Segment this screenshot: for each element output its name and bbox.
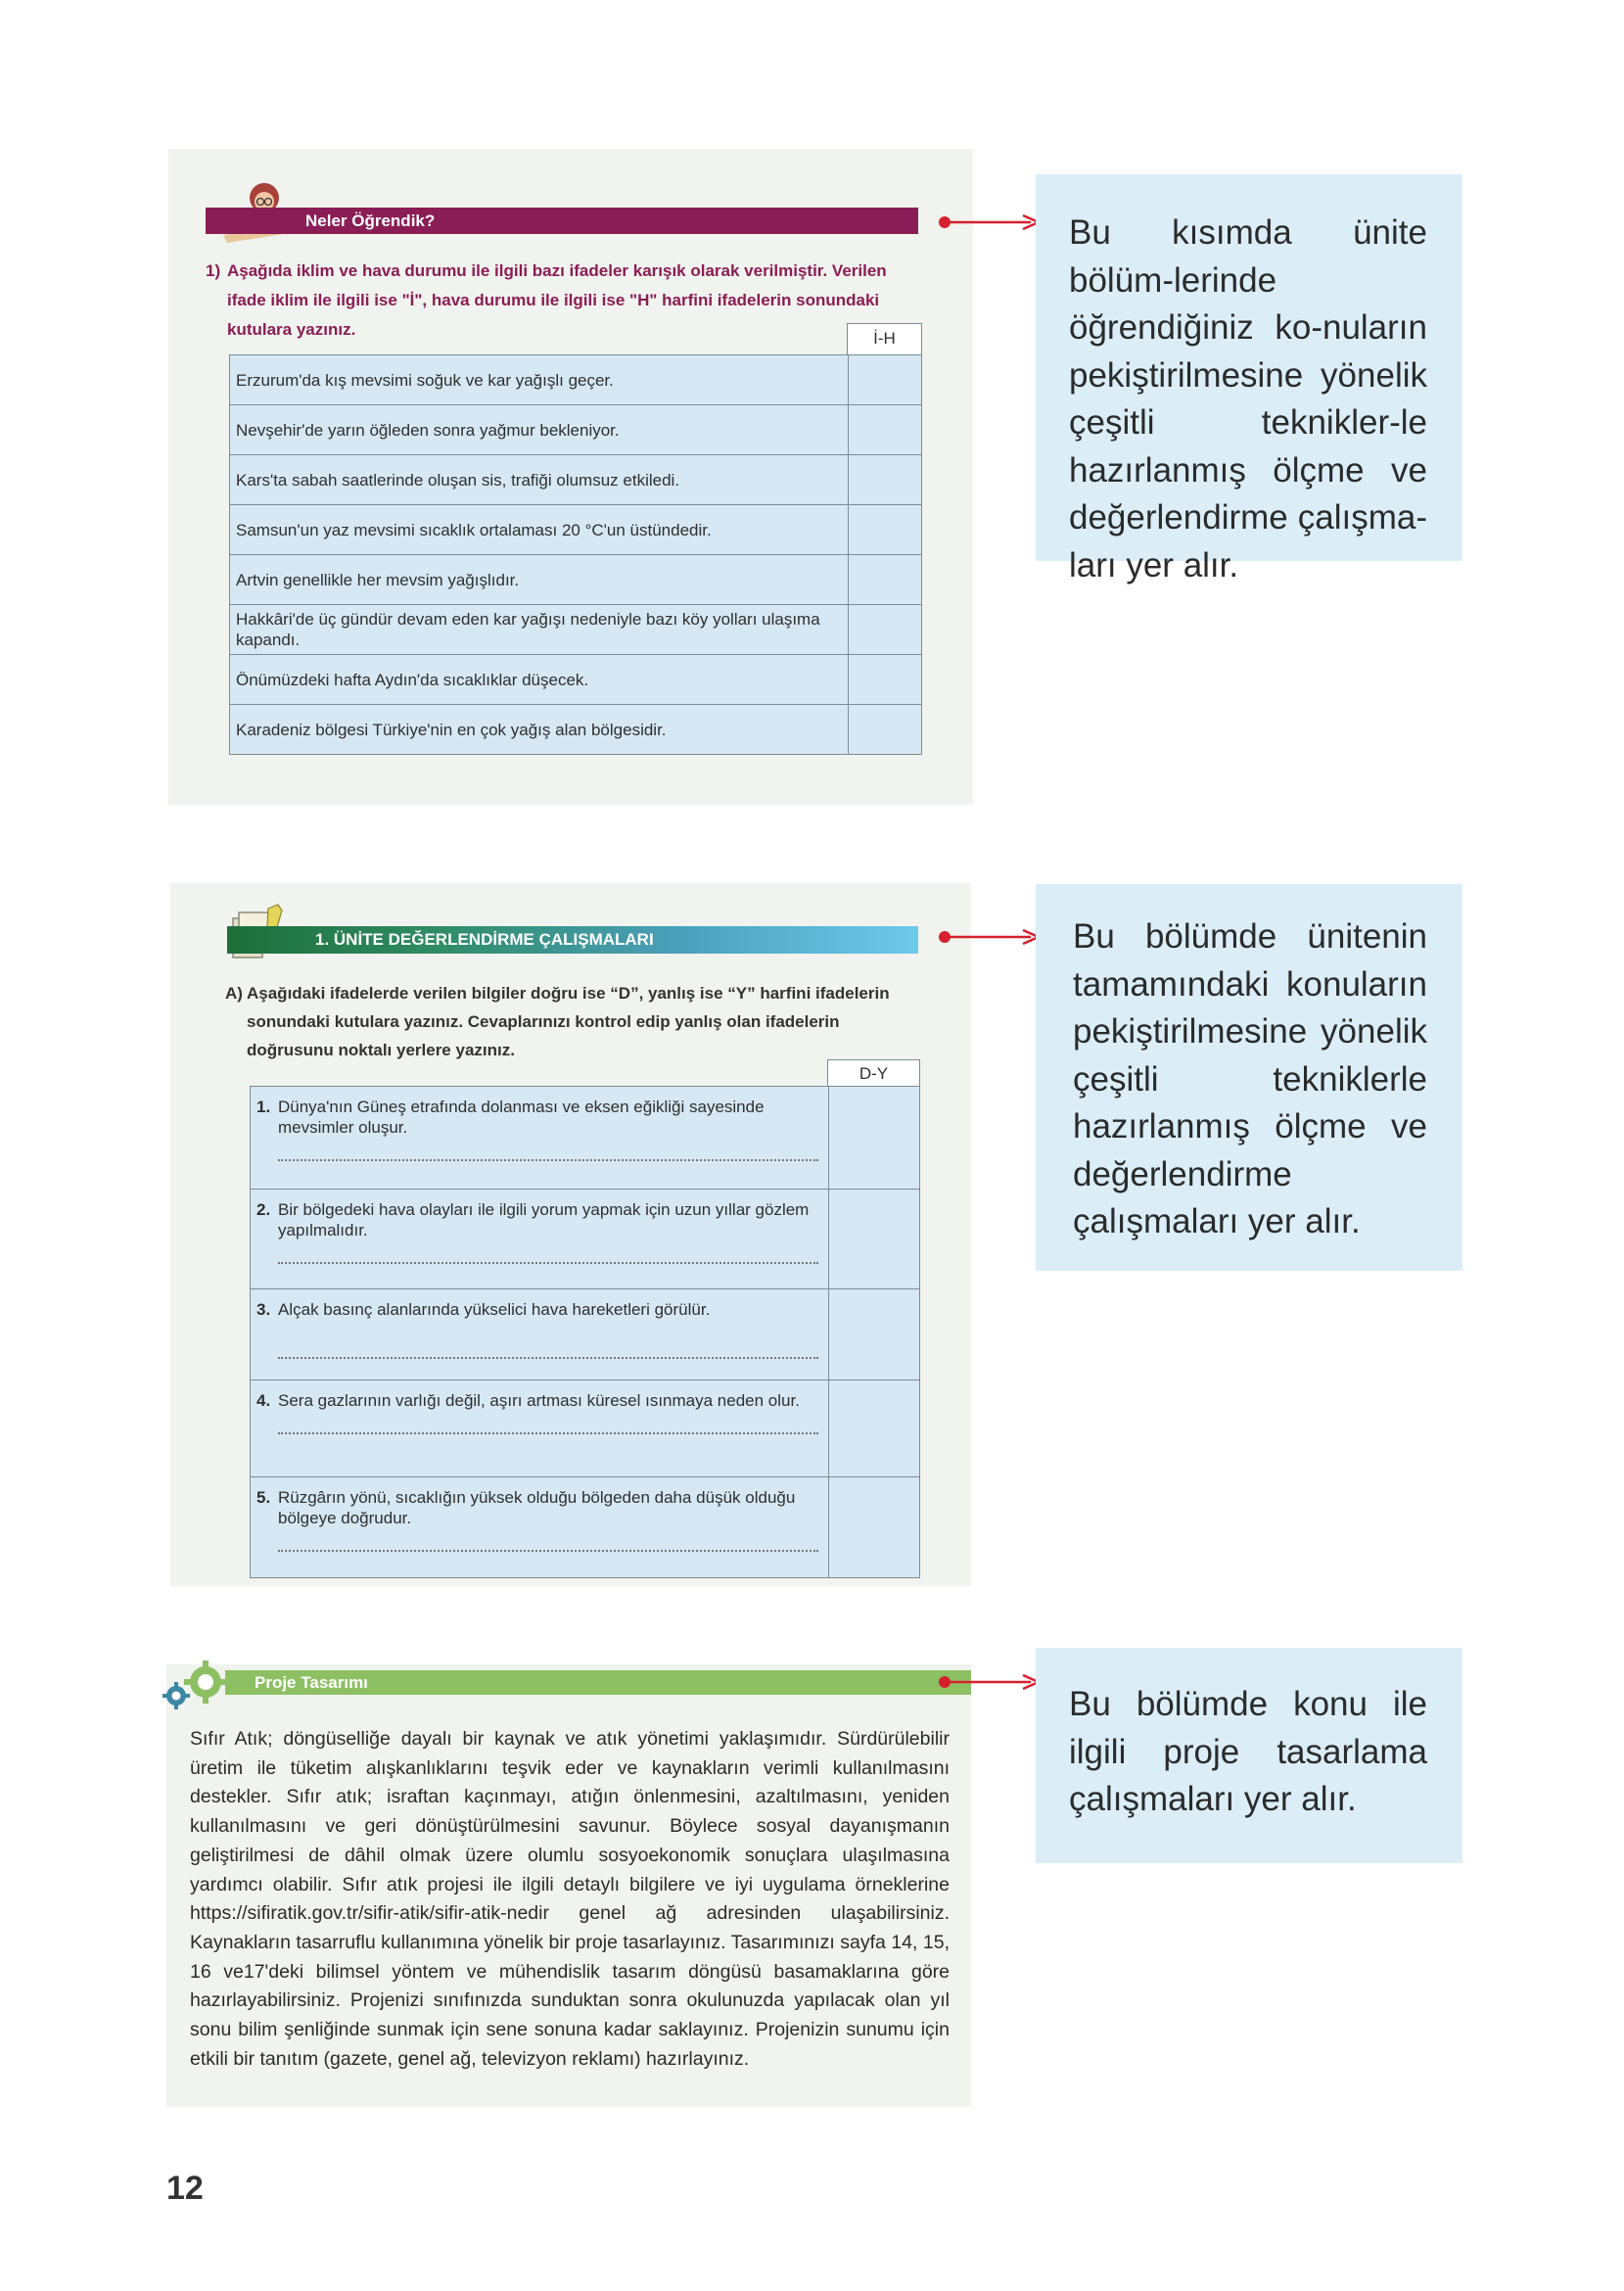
item-text: Rüzgârın yönü, sıcaklığın yüksek olduğu bölgeden daha düşük olduğu bölgeye doğrudur. <box>278 1488 796 1527</box>
statement <box>256 1299 822 1320</box>
answer-box[interactable] <box>829 1477 920 1578</box>
answer-box[interactable] <box>829 1087 920 1190</box>
table-row <box>230 655 922 705</box>
question-number: A) <box>225 984 243 1003</box>
answer-box[interactable] <box>829 1190 920 1289</box>
table-row <box>230 405 922 455</box>
dotted-answer-line[interactable] <box>278 1432 818 1434</box>
arrow-icon <box>937 1672 1040 1692</box>
statement-cell: Erzurum'da kış mevsimi soğuk ve kar yağışlı geçer. <box>230 355 849 405</box>
answer-box[interactable] <box>849 655 922 705</box>
table-row <box>251 1380 920 1477</box>
question-text: Aşağıdaki ifadelerde verilen bilgiler doğru ise “D”, yanlış ise “Y” harfini ifadelerin sonundaki kutulara yazınız. Cevaplarınızı kontrol edip yanlış olan ifadelerin doğrusunu noktalı yerlere yazınız. <box>247 984 890 1059</box>
section1-question <box>206 257 920 345</box>
item-number: 3. <box>256 1300 271 1319</box>
table-row <box>251 1289 920 1380</box>
section3-header <box>225 1670 971 1695</box>
statement-cell: Artvin genellikle her mevsim yağışlıdır. <box>230 555 849 605</box>
item-number: 1. <box>256 1098 271 1116</box>
section2-question <box>225 979 920 1064</box>
question-text: Aşağıda iklim ve hava durumu ile ilgili bazı ifadeler karışık olarak verilmiştir. Verilen ifade iklim ile ilgili ise "İ", hava durumu ile ilgili ise "H" harfini ifadelerin sonundaki kutulara yazınız. <box>227 261 887 339</box>
dotted-answer-line[interactable] <box>278 1262 818 1264</box>
answer-box[interactable] <box>829 1289 920 1380</box>
statement-cell: Nevşehir'de yarın öğleden sonra yağmur bekleniyor. <box>230 405 849 455</box>
table-row <box>230 605 922 655</box>
table-row <box>251 1477 920 1578</box>
answer-box[interactable] <box>849 605 922 655</box>
question-number: 1) <box>206 261 221 280</box>
table-row <box>251 1190 920 1289</box>
table-row <box>230 555 922 605</box>
dy-table <box>250 1086 920 1578</box>
statement <box>256 1390 822 1411</box>
callout-2: Bu bölümde ünitenin tamamındaki konuların pekiştirilmesine yönelik çeşitli tekniklerle hazırlanmış ölçme ve değerlendirme çalışmaları yer alır. <box>1036 884 1462 1271</box>
statement-cell: Kars'ta sabah saatlerinde oluşan sis, trafiği olumsuz etkiledi. <box>230 455 849 505</box>
statement-cell: Hakkâri'de üç gündür devam eden kar yağışı nedeniyle bazı köy yolları ulaşıma kapandı. <box>230 605 849 655</box>
ih-table <box>229 354 922 755</box>
dy-column-header: D-Y <box>827 1059 920 1086</box>
table-row <box>230 355 922 405</box>
statement <box>256 1097 822 1138</box>
statement-cell: Karadeniz bölgesi Türkiye'nin en çok yağış alan bölgesidir. <box>230 705 849 755</box>
section3-header-label: Proje Tasarımı <box>255 1673 368 1692</box>
statement-cell <box>251 1477 829 1578</box>
item-text: Alçak basınç alanlarında yükselici hava hareketleri görülür. <box>278 1300 711 1319</box>
section2-header: 1. ÜNİTE DEĞERLENDİRME ÇALIŞMALARI <box>227 926 918 954</box>
statement-cell <box>251 1190 829 1289</box>
callout-1: Bu kısımda ünite bölüm-lerinde öğrendiğiniz ko-nuların pekiştirilmesine yönelik çeşitli teknikler-le hazırlanmış ölçme ve değerlendirme çalışma-ları yer alır. <box>1036 174 1462 561</box>
table-row <box>230 505 922 555</box>
answer-box[interactable] <box>849 555 922 605</box>
page-number: 12 <box>166 2170 204 2207</box>
ih-column-header: İ-H <box>847 323 922 354</box>
arrow-icon <box>937 927 1040 947</box>
statement-cell: Samsun'un yaz mevsimi sıcaklık ortalaması 20 °C'un üstündedir. <box>230 505 849 555</box>
item-text: Dünya'nın Güneş etrafında dolanması ve eksen eğikliği sayesinde mevsimler oluşur. <box>278 1098 765 1137</box>
callout-3: Bu bölümde konu ile ilgili proje tasarlama çalışmaları yer alır. <box>1036 1648 1462 1863</box>
item-text: Bir bölgedeki hava olayları ile ilgili yorum yapmak için uzun yıllar gözlem yapılmalıdır. <box>278 1200 810 1239</box>
answer-box[interactable] <box>849 355 922 405</box>
item-number: 4. <box>256 1391 271 1410</box>
answer-box[interactable] <box>829 1380 920 1477</box>
item-text: Sera gazlarının varlığı değil, aşırı artması küresel ısınmaya neden olur. <box>278 1391 800 1410</box>
dotted-answer-line[interactable] <box>278 1159 818 1161</box>
table-row <box>251 1087 920 1190</box>
answer-box[interactable] <box>849 455 922 505</box>
statement <box>256 1487 822 1528</box>
statement <box>256 1199 822 1240</box>
statement-cell: Önümüzdeki hafta Aydın'da sıcaklıklar düşecek. <box>230 655 849 705</box>
statement-cell <box>251 1289 829 1380</box>
item-number: 2. <box>256 1200 271 1219</box>
statement-cell <box>251 1087 829 1190</box>
answer-box[interactable] <box>849 405 922 455</box>
arrow-icon <box>937 212 1040 232</box>
project-body-text: Sıfır Atık; döngüselliğe dayalı bir kaynak ve atık yönetimi yaklaşımıdır. Sürdürülebilir üretim ile tüketim alışkanlıklarını teşvik eder ve kaynakların verimli kullanılmasını destekler. Sıfır atık; israftan kaçınmayı, atığın önlenmesini, azaltılmasını, yeniden kullanılmasını ve geri dönüştürülmesini savunur. Böylece sosyal dayanışmanın geliştirilmesi de dâhil olmak üzere olumlu sosyoekonomik sonuçlara ulaşılmasına yardımcı olabilir. Sıfır atık projesi ile ilgili detaylı bilgilere ve iyi uygulama örneklerine https://sifiratik.gov.tr/sifir-atik/sifir-atik-nedir genel ağ adresinden ulaşabilirsiniz. Kaynakların tasarruflu kullanımına yönelik bir proje tasarlayınız. Tasarımınızı sayfa 14, 15, 16 ve17'deki bilimsel yöntem ve mühendislik tasarım döngüsü basamaklarına göre hazırlayabilirsiniz. Projenizi sınıfınızda sunduktan sonra okulunuzda yapılacak olan yıl sonu bilim şenliğinde sunmak için sene sonuna kadar saklayınız. Projenizin sunumu için etkili bir tanıtım (gazete, genel ağ, televizyon reklamı) hazırlayınız. <box>190 1728 950 2070</box>
section1-header: Neler Öğrendik? <box>206 208 918 234</box>
item-number: 5. <box>256 1488 271 1507</box>
answer-box[interactable] <box>849 705 922 755</box>
answer-box[interactable] <box>849 505 922 555</box>
table-row <box>230 705 922 755</box>
gears-icon <box>159 1657 235 1711</box>
statement-cell <box>251 1380 829 1477</box>
dotted-answer-line[interactable] <box>278 1550 818 1552</box>
dotted-answer-line[interactable] <box>278 1357 818 1359</box>
table-row <box>230 455 922 505</box>
